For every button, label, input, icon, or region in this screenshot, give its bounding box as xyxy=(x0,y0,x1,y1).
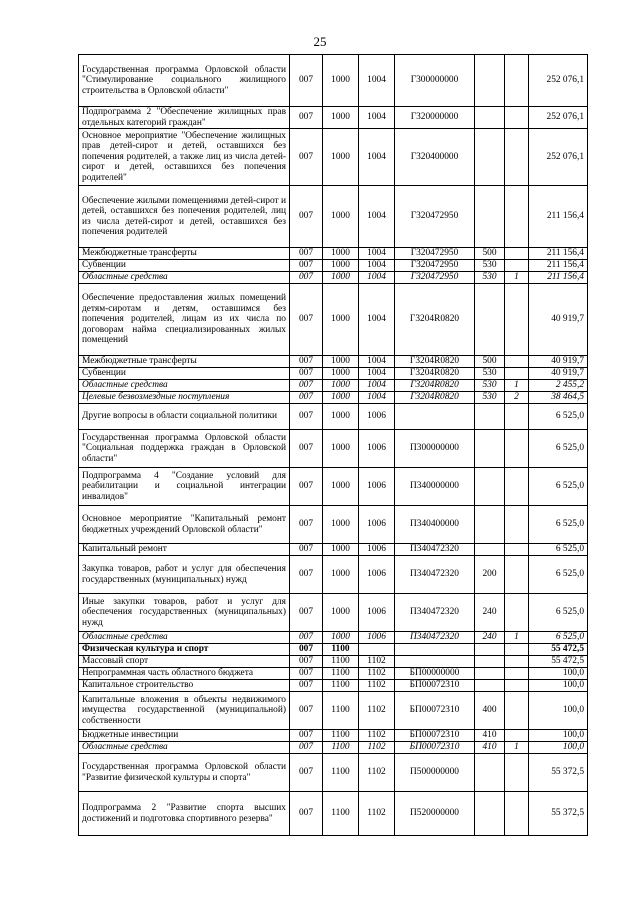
row-name: Подпрограмма 2 "Обеспечение жилищных прав отдельных категорий граждан" xyxy=(79,107,290,129)
row-grbs: 007 xyxy=(290,260,323,272)
table-row xyxy=(79,742,588,754)
row-amount: 6 525,0 xyxy=(529,468,588,506)
row-amount: 55 372,5 xyxy=(529,754,588,792)
row-grbs: 007 xyxy=(290,506,323,544)
row-amount: 6 525,0 xyxy=(529,506,588,544)
row-amount: 6 525,0 xyxy=(529,632,588,644)
row-name: Государственная программа Орловской области "Стимулирование социального жилищного строительства в Орловской области" xyxy=(79,55,290,107)
row-name: Закупка товаров, работ и услуг для обеспечения государственных (муниципальных) нужд xyxy=(79,556,290,594)
row-grbs: 007 xyxy=(290,594,323,632)
row-target-article: Г3204R0820 xyxy=(395,380,475,392)
row-expense-type xyxy=(475,792,505,836)
row-funding-source xyxy=(505,107,529,129)
row-funding-source xyxy=(505,680,529,692)
row-funding-source: 1 xyxy=(505,632,529,644)
table-row xyxy=(79,186,588,248)
row-subsection: 1004 xyxy=(359,356,395,368)
row-section: 1000 xyxy=(323,594,359,632)
row-name: Межбюджетные трансферты xyxy=(79,356,290,368)
row-name: Основное мероприятие "Обеспечение жилищных прав детей-сирот и детей, оставшихся без попечения родителей, а также лиц из числа детей-сирот и детей, оставшихся без попечения родителей" xyxy=(79,129,290,186)
row-grbs: 007 xyxy=(290,730,323,742)
row-amount: 55 472,5 xyxy=(529,656,588,668)
row-section: 1000 xyxy=(323,632,359,644)
row-target-article: П500000000 xyxy=(395,754,475,792)
table-row xyxy=(79,680,588,692)
row-target-article: Г3204R0820 xyxy=(395,284,475,356)
row-funding-source xyxy=(505,356,529,368)
row-expense-type xyxy=(475,468,505,506)
row-funding-source xyxy=(505,55,529,107)
table-row xyxy=(79,430,588,468)
row-amount: 6 525,0 xyxy=(529,556,588,594)
row-funding-source xyxy=(505,792,529,836)
row-target-article: БП00072310 xyxy=(395,742,475,754)
row-amount: 55 372,5 xyxy=(529,792,588,836)
table-row xyxy=(79,368,588,380)
row-name: Бюджетные инвестиции xyxy=(79,730,290,742)
row-expense-type xyxy=(475,129,505,186)
row-section: 1100 xyxy=(323,742,359,754)
row-grbs: 007 xyxy=(290,272,323,284)
row-name: Областные средства xyxy=(79,272,290,284)
row-expense-type xyxy=(475,404,505,430)
row-grbs: 007 xyxy=(290,430,323,468)
row-subsection: 1102 xyxy=(359,668,395,680)
row-subsection: 1102 xyxy=(359,754,395,792)
row-funding-source xyxy=(505,544,529,556)
row-target-article: Г300000000 xyxy=(395,55,475,107)
row-amount: 211 156,4 xyxy=(529,272,588,284)
row-section: 1100 xyxy=(323,644,359,656)
row-expense-type: 530 xyxy=(475,392,505,404)
row-grbs: 007 xyxy=(290,368,323,380)
table-row xyxy=(79,380,588,392)
row-section: 1000 xyxy=(323,404,359,430)
row-subsection: 1004 xyxy=(359,186,395,248)
row-target-article: Г320472950 xyxy=(395,186,475,248)
table-row xyxy=(79,248,588,260)
row-target-article: П340472320 xyxy=(395,544,475,556)
row-subsection: 1004 xyxy=(359,107,395,129)
row-grbs: 007 xyxy=(290,544,323,556)
row-grbs: 007 xyxy=(290,644,323,656)
row-amount: 6 525,0 xyxy=(529,594,588,632)
row-amount: 2 455,2 xyxy=(529,380,588,392)
row-expense-type xyxy=(475,430,505,468)
row-section: 1000 xyxy=(323,544,359,556)
row-expense-type: 400 xyxy=(475,692,505,730)
row-expense-type xyxy=(475,544,505,556)
row-name: Субвенции xyxy=(79,368,290,380)
row-funding-source xyxy=(505,468,529,506)
row-grbs: 007 xyxy=(290,248,323,260)
row-name: Областные средства xyxy=(79,742,290,754)
row-expense-type: 500 xyxy=(475,248,505,260)
row-amount: 211 156,4 xyxy=(529,186,588,248)
row-subsection: 1006 xyxy=(359,506,395,544)
table-row xyxy=(79,692,588,730)
row-grbs: 007 xyxy=(290,284,323,356)
row-amount: 40 919,7 xyxy=(529,356,588,368)
row-target-article xyxy=(395,404,475,430)
row-target-article: Г3204R0820 xyxy=(395,392,475,404)
row-subsection: 1006 xyxy=(359,556,395,594)
row-funding-source xyxy=(505,404,529,430)
row-name: Государственная программа Орловской области "Социальная поддержка граждан в Орловской области" xyxy=(79,430,290,468)
row-target-article: П520000000 xyxy=(395,792,475,836)
row-name: Государственная программа Орловской области "Развитие физической культуры и спорта" xyxy=(79,754,290,792)
row-target-article: Г320472950 xyxy=(395,272,475,284)
row-name: Подпрограмма 4 "Создание условий для реабилитации и социальной интеграции инвалидов" xyxy=(79,468,290,506)
row-funding-source xyxy=(505,644,529,656)
row-subsection: 1102 xyxy=(359,742,395,754)
table-row xyxy=(79,754,588,792)
row-target-article: Г3204R0820 xyxy=(395,368,475,380)
row-name: Капитальный ремонт xyxy=(79,544,290,556)
row-expense-type xyxy=(475,680,505,692)
table-row xyxy=(79,404,588,430)
row-target-article: БП00072310 xyxy=(395,730,475,742)
row-name: Межбюджетные трансферты xyxy=(79,248,290,260)
row-name: Подпрограмма 2 "Развитие спорта высших достижений и подготовка спортивного резерва" xyxy=(79,792,290,836)
row-amount: 6 525,0 xyxy=(529,404,588,430)
row-amount: 40 919,7 xyxy=(529,284,588,356)
row-subsection: 1102 xyxy=(359,656,395,668)
row-section: 1000 xyxy=(323,380,359,392)
row-amount: 100,0 xyxy=(529,680,588,692)
row-funding-source xyxy=(505,594,529,632)
row-grbs: 007 xyxy=(290,792,323,836)
table-row xyxy=(79,730,588,742)
row-amount: 252 076,1 xyxy=(529,55,588,107)
row-grbs: 007 xyxy=(290,129,323,186)
row-grbs: 007 xyxy=(290,468,323,506)
budget-table xyxy=(78,54,588,836)
row-name: Массовый спорт xyxy=(79,656,290,668)
row-funding-source xyxy=(505,129,529,186)
row-target-article: БП00072310 xyxy=(395,680,475,692)
row-name: Обеспечение предоставления жилых помещений детям-сиротам и детям, оставшимся без попечения родителей, лицам из их числа по договорам найма специализированных жилых помещений xyxy=(79,284,290,356)
row-grbs: 007 xyxy=(290,742,323,754)
row-target-article: Г320472950 xyxy=(395,248,475,260)
table-row xyxy=(79,356,588,368)
row-subsection: 1004 xyxy=(359,55,395,107)
row-section: 1100 xyxy=(323,656,359,668)
row-target-article xyxy=(395,656,475,668)
row-grbs: 007 xyxy=(290,754,323,792)
row-grbs: 007 xyxy=(290,356,323,368)
row-section: 1000 xyxy=(323,248,359,260)
row-subsection: 1006 xyxy=(359,468,395,506)
row-expense-type xyxy=(475,668,505,680)
row-name: Основное мероприятие "Капитальный ремонт бюджетных учреждений Орловской области" xyxy=(79,506,290,544)
row-target-article: П340400000 xyxy=(395,506,475,544)
row-target-article: БП00000000 xyxy=(395,668,475,680)
row-grbs: 007 xyxy=(290,692,323,730)
row-funding-source xyxy=(505,186,529,248)
row-section: 1000 xyxy=(323,468,359,506)
row-target-article: БП00072310 xyxy=(395,692,475,730)
table-row xyxy=(79,668,588,680)
row-amount: 38 464,5 xyxy=(529,392,588,404)
row-section: 1000 xyxy=(323,260,359,272)
row-funding-source xyxy=(505,260,529,272)
row-subsection: 1102 xyxy=(359,692,395,730)
row-section: 1100 xyxy=(323,680,359,692)
row-section: 1000 xyxy=(323,272,359,284)
row-amount: 100,0 xyxy=(529,692,588,730)
row-subsection: 1006 xyxy=(359,632,395,644)
row-name: Целевые безвозмездные поступления xyxy=(79,392,290,404)
row-grbs: 007 xyxy=(290,392,323,404)
row-grbs: 007 xyxy=(290,107,323,129)
row-expense-type xyxy=(475,656,505,668)
row-funding-source xyxy=(505,692,529,730)
row-grbs: 007 xyxy=(290,380,323,392)
table-row xyxy=(79,392,588,404)
row-subsection: 1004 xyxy=(359,368,395,380)
table-row xyxy=(79,556,588,594)
row-section: 1100 xyxy=(323,730,359,742)
row-amount: 211 156,4 xyxy=(529,248,588,260)
row-amount: 40 919,7 xyxy=(529,368,588,380)
row-expense-type: 240 xyxy=(475,632,505,644)
row-funding-source xyxy=(505,730,529,742)
row-section: 1000 xyxy=(323,392,359,404)
row-funding-source xyxy=(505,248,529,260)
row-amount: 6 525,0 xyxy=(529,430,588,468)
row-name: Областные средства xyxy=(79,632,290,644)
row-funding-source xyxy=(505,754,529,792)
row-section: 1000 xyxy=(323,284,359,356)
table-row xyxy=(79,506,588,544)
row-name: Другие вопросы в области социальной политики xyxy=(79,404,290,430)
row-subsection: 1004 xyxy=(359,260,395,272)
row-funding-source xyxy=(505,284,529,356)
row-amount: 211 156,4 xyxy=(529,260,588,272)
row-funding-source xyxy=(505,668,529,680)
row-funding-source xyxy=(505,368,529,380)
row-target-article: П340472320 xyxy=(395,594,475,632)
row-expense-type: 530 xyxy=(475,368,505,380)
row-grbs: 007 xyxy=(290,656,323,668)
page-number: 25 xyxy=(313,34,327,49)
row-subsection: 1102 xyxy=(359,792,395,836)
table-row xyxy=(79,632,588,644)
row-name: Физическая культура и спорт xyxy=(79,644,290,656)
row-name: Капитальное строительство xyxy=(79,680,290,692)
table-row xyxy=(79,644,588,656)
table-row xyxy=(79,260,588,272)
row-amount: 100,0 xyxy=(529,668,588,680)
row-name: Капитальные вложения в объекты недвижимого имущества государственной (муниципальной) собственности xyxy=(79,692,290,730)
row-target-article: Г3204R0820 xyxy=(395,356,475,368)
row-funding-source xyxy=(505,656,529,668)
row-target-article: П340000000 xyxy=(395,468,475,506)
row-expense-type: 530 xyxy=(475,272,505,284)
row-target-article: Г320000000 xyxy=(395,107,475,129)
row-grbs: 007 xyxy=(290,404,323,430)
row-expense-type xyxy=(475,107,505,129)
row-funding-source xyxy=(505,556,529,594)
row-subsection: 1006 xyxy=(359,430,395,468)
row-section: 1000 xyxy=(323,107,359,129)
row-subsection: 1006 xyxy=(359,594,395,632)
row-grbs: 007 xyxy=(290,556,323,594)
row-name: Непрограммная часть областного бюджета xyxy=(79,668,290,680)
row-section: 1000 xyxy=(323,556,359,594)
row-target-article: П340472320 xyxy=(395,556,475,594)
row-subsection: 1004 xyxy=(359,392,395,404)
row-section: 1000 xyxy=(323,368,359,380)
row-subsection: 1004 xyxy=(359,284,395,356)
row-subsection: 1004 xyxy=(359,380,395,392)
row-name: Субвенции xyxy=(79,260,290,272)
table-row xyxy=(79,544,588,556)
table-row xyxy=(79,594,588,632)
table-body xyxy=(79,55,588,836)
row-section: 1100 xyxy=(323,692,359,730)
row-section: 1000 xyxy=(323,430,359,468)
row-amount: 6 525,0 xyxy=(529,544,588,556)
row-amount: 100,0 xyxy=(529,742,588,754)
row-section: 1000 xyxy=(323,506,359,544)
row-name: Иные закупки товаров, работ и услуг для обеспечения государственных (муниципальных) нужд xyxy=(79,594,290,632)
row-target-article: П300000000 xyxy=(395,430,475,468)
row-subsection: 1004 xyxy=(359,129,395,186)
row-expense-type: 200 xyxy=(475,556,505,594)
row-grbs: 007 xyxy=(290,668,323,680)
table-row xyxy=(79,107,588,129)
row-amount: 252 076,1 xyxy=(529,107,588,129)
table-row xyxy=(79,129,588,186)
row-target-article xyxy=(395,644,475,656)
row-expense-type xyxy=(475,55,505,107)
row-funding-source: 1 xyxy=(505,380,529,392)
row-subsection: 1004 xyxy=(359,248,395,260)
row-amount: 55 472,5 xyxy=(529,644,588,656)
row-expense-type: 500 xyxy=(475,356,505,368)
row-expense-type xyxy=(475,644,505,656)
row-section: 1100 xyxy=(323,668,359,680)
row-grbs: 007 xyxy=(290,680,323,692)
row-target-article: Г320400000 xyxy=(395,129,475,186)
row-section: 1100 xyxy=(323,792,359,836)
row-expense-type: 240 xyxy=(475,594,505,632)
row-section: 1000 xyxy=(323,356,359,368)
row-section: 1000 xyxy=(323,55,359,107)
table-row xyxy=(79,792,588,836)
row-funding-source: 1 xyxy=(505,272,529,284)
row-expense-type: 410 xyxy=(475,730,505,742)
row-funding-source: 2 xyxy=(505,392,529,404)
row-funding-source xyxy=(505,430,529,468)
row-subsection: 1004 xyxy=(359,272,395,284)
row-section: 1000 xyxy=(323,186,359,248)
row-grbs: 007 xyxy=(290,55,323,107)
row-amount: 100,0 xyxy=(529,730,588,742)
row-expense-type: 530 xyxy=(475,260,505,272)
row-subsection: 1006 xyxy=(359,544,395,556)
row-expense-type xyxy=(475,284,505,356)
row-subsection: 1102 xyxy=(359,680,395,692)
table-row xyxy=(79,468,588,506)
row-section: 1000 xyxy=(323,129,359,186)
table-row xyxy=(79,656,588,668)
row-grbs: 007 xyxy=(290,186,323,248)
row-amount: 252 076,1 xyxy=(529,129,588,186)
row-expense-type: 530 xyxy=(475,380,505,392)
table-row xyxy=(79,284,588,356)
row-funding-source xyxy=(505,506,529,544)
row-expense-type xyxy=(475,506,505,544)
table-row xyxy=(79,272,588,284)
row-subsection: 1006 xyxy=(359,404,395,430)
row-target-article: Г320472950 xyxy=(395,260,475,272)
table-row xyxy=(79,55,588,107)
row-subsection: 1102 xyxy=(359,730,395,742)
row-grbs: 007 xyxy=(290,632,323,644)
row-expense-type: 410 xyxy=(475,742,505,754)
row-expense-type xyxy=(475,186,505,248)
row-name: Обеспечение жилыми помещениями детей-сирот и детей, оставшихся без попечения родителей, лиц из числа детей-сирот и детей, оставшихся без попечения родителей xyxy=(79,186,290,248)
row-target-article: П340472320 xyxy=(395,632,475,644)
row-name: Областные средства xyxy=(79,380,290,392)
row-section: 1100 xyxy=(323,754,359,792)
row-funding-source: 1 xyxy=(505,742,529,754)
row-expense-type xyxy=(475,754,505,792)
row-subsection xyxy=(359,644,395,656)
